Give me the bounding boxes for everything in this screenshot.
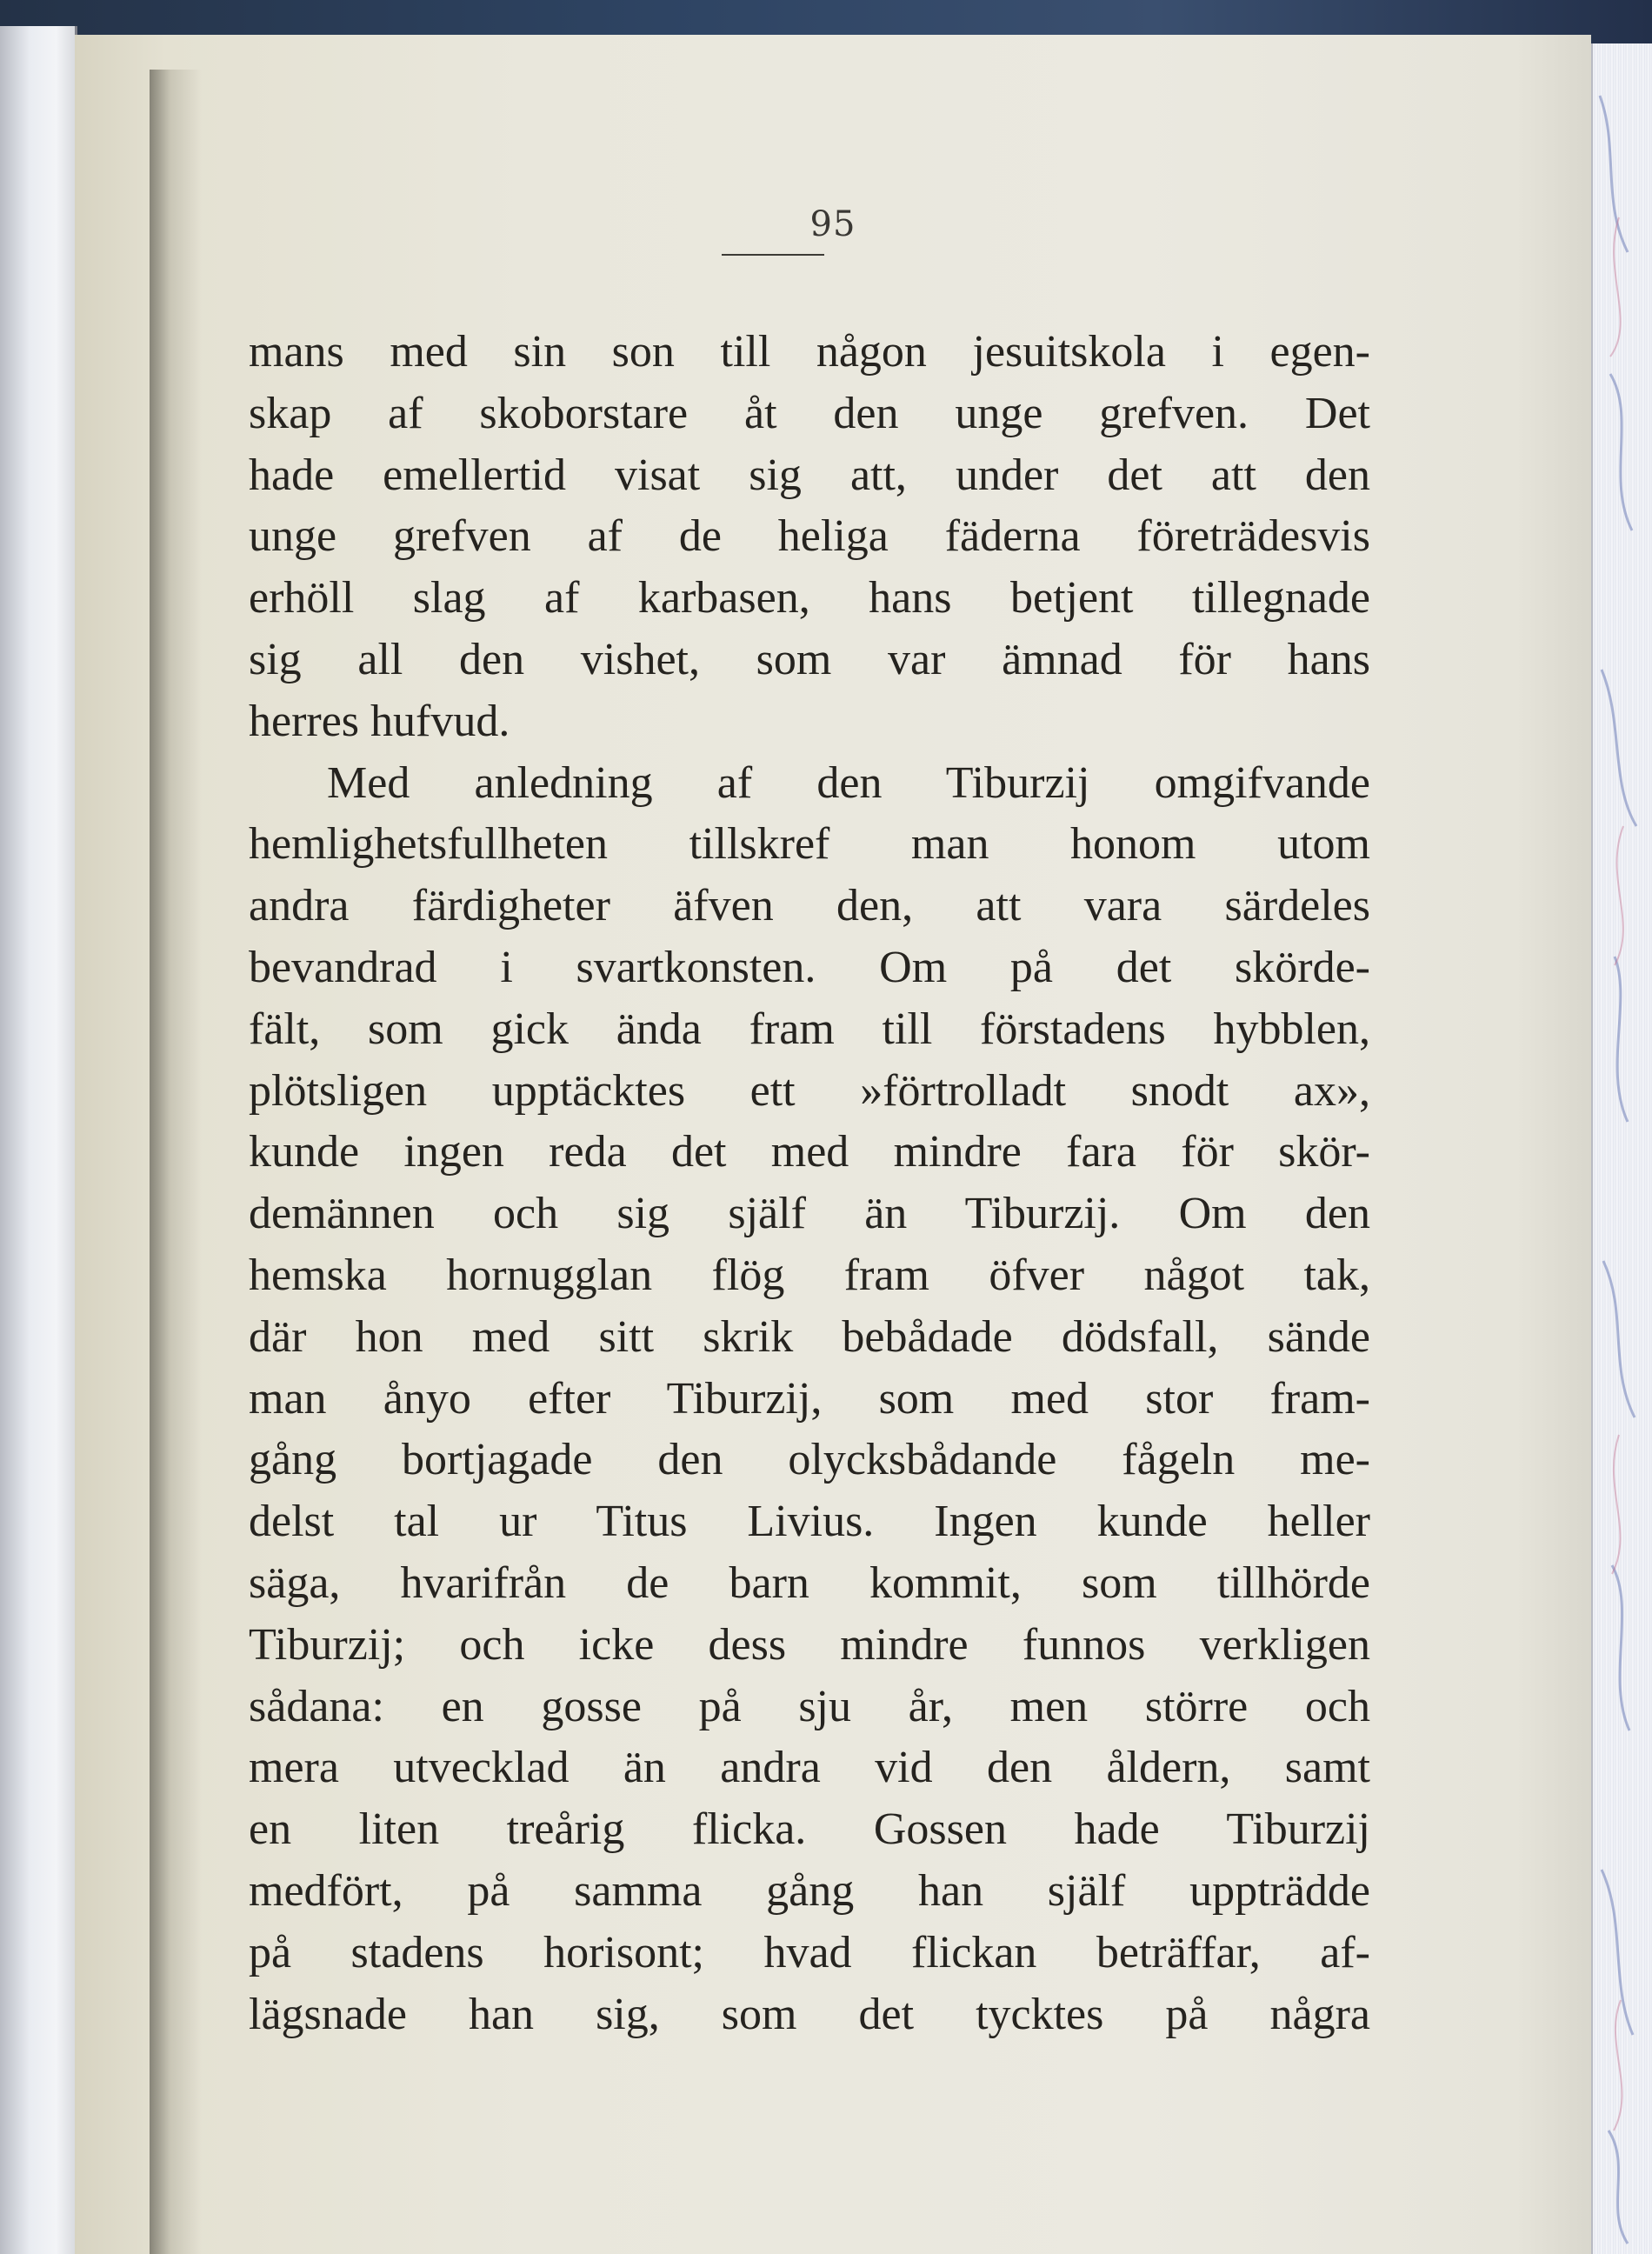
text-line: hade emellertid visat sig att, under det att den	[249, 450, 1370, 500]
gutter-shadow	[150, 70, 202, 2254]
text-line: bevandrad i svartkonsten. Om på det skörde-	[249, 942, 1370, 992]
page-number: 95	[809, 204, 856, 244]
text-line: Tiburzij; och icke dess mindre funnos verkligen	[249, 1619, 1370, 1670]
text-line: mera utvecklad än andra vid den åldern, samt	[249, 1743, 1370, 1793]
body-text	[249, 322, 1370, 2045]
text-line: hemlighetsfullheten tillskref man honom utom	[249, 819, 1370, 870]
text-line: erhöll slag af karbasen, hans betjent tillegnade	[249, 573, 1370, 624]
text-line: sig all den vishet, som var ämnad för hans	[249, 634, 1370, 684]
text-line: plötsligen upptäcktes ett »förtrolladt snodt ax»,	[249, 1065, 1370, 1116]
text-line: skap af skoborstare åt den unge grefven. Det	[249, 388, 1370, 438]
text-line: en liten treårig flicka. Gossen hade Tiburzij	[249, 1804, 1370, 1855]
text-line: där hon med sitt skrik bebådade dödsfall, sände	[249, 1311, 1370, 1362]
text-line: kunde ingen reda det med mindre fara för skör-	[249, 1127, 1370, 1177]
text-line: andra färdigheter äfven den, att vara särdeles	[249, 881, 1370, 931]
text-line: hemska hornugglan flög fram öfver något tak,	[249, 1250, 1370, 1300]
text-line: mans med sin son till någon jesuitskola i egen-	[249, 327, 1370, 377]
text-line: säga, hvarifrån de barn kommit, som tillhörde	[249, 1557, 1370, 1608]
page-number-rule	[722, 254, 824, 256]
text-line: Med anledning af den Tiburzij omgifvande	[327, 757, 1370, 808]
text-line: gång bortjagade den olycksbådande fågeln me-	[249, 1435, 1370, 1485]
text-line: herres hufvud.	[249, 696, 510, 746]
text-line: demännen och sig själf än Tiburzij. Om den	[249, 1189, 1370, 1239]
text-line: delst tal ur Titus Livius. Ingen kunde heller	[249, 1497, 1370, 1547]
text-line: lägsnade han sig, som det tycktes på några	[249, 1989, 1370, 2039]
text-line: medfört, på samma gång han själf uppträdde	[249, 1865, 1370, 1916]
text-line: sådana: en gosse på sju år, men större och	[249, 1681, 1370, 1731]
text-line: unge grefven af de heliga fäderna företrädesvis	[249, 511, 1370, 562]
text-line: på stadens horisont; hvad flickan beträffar, af-	[249, 1927, 1370, 1977]
marbled-edge-pattern	[1593, 43, 1650, 2254]
book-page	[75, 35, 1591, 2254]
left-page-edge	[0, 26, 77, 2254]
text-line: man ånyo efter Tiburzij, som med stor fram-	[249, 1373, 1370, 1424]
text-line: fält, som gick ända fram till förstadens hybblen,	[249, 1004, 1370, 1054]
